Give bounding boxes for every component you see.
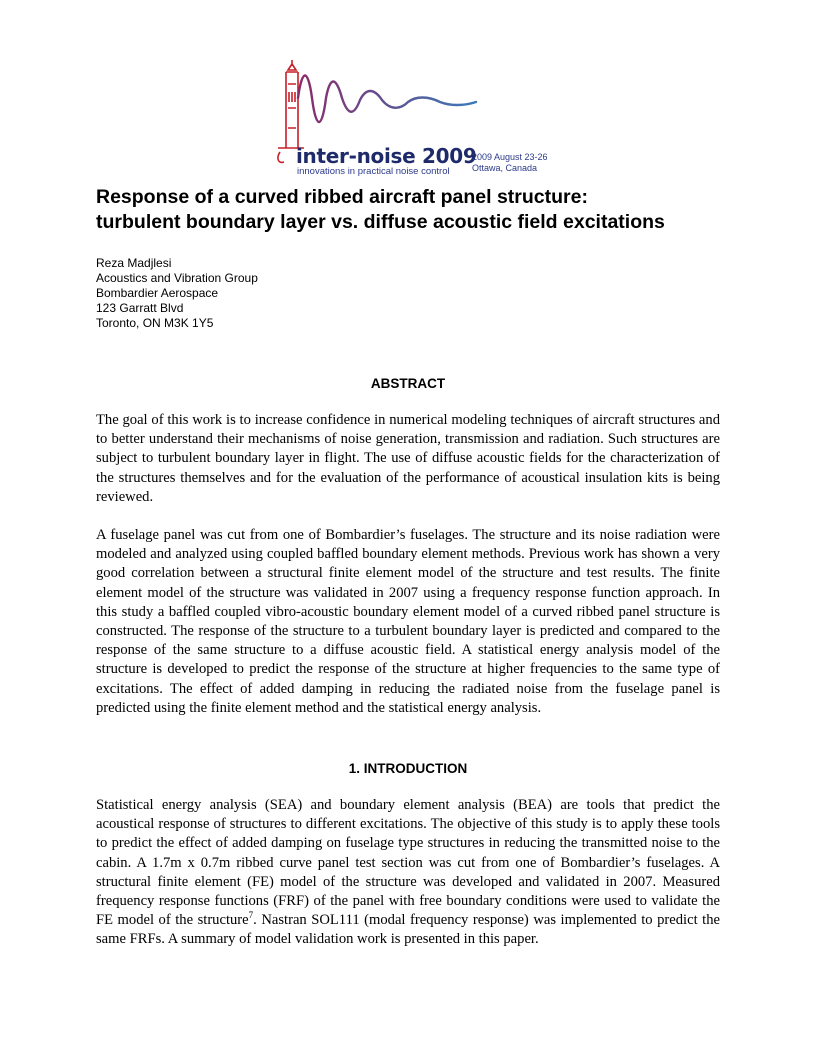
- author-street: 123 Garratt Blvd: [96, 301, 184, 315]
- abstract-paragraph-1: The goal of this work is to increase confidence in numerical modeling techniques of aircraft structures and to better understand their mechanisms of noise generation, transmission and radiation. Such structures are subject to turbulent boundary layer in flight. The use of diffuse acoustic fields for the characterization of the structures themselves and for the evaluation of the performance of acoustical insulation kits is being reviewed.: [96, 412, 720, 505]
- author-group: Acoustics and Vibration Group: [96, 271, 258, 285]
- intro-text-part-1: Statistical energy analysis (SEA) and boundary element analysis (BEA) are tools that predict the acoustical response of structures to different excitations. The objective of this study is to apply these tools to predict the effect of added damping on fuselage type structures in reducing the transmitted noise to the cabin. A 1.7m x 0.7m ribbed curve panel test section was cut from one of Bombardier’s fuselages. A structural finite element (FE) model of the structure was developed and validated in 2007. Measured frequency response functions (FRF) of the panel with free boundary conditions were used to validate the FE model of the structure: [96, 797, 720, 929]
- paper-title: [96, 185, 736, 235]
- conference-name: inter-noise 2009: [296, 144, 477, 168]
- introduction-heading: 1. INTRODUCTION: [348, 761, 468, 776]
- reference-superscript: 7: [248, 910, 254, 921]
- title-line-2: turbulent boundary layer vs. diffuse acoustic field excitations: [96, 211, 665, 233]
- conference-logo: [270, 58, 570, 176]
- intro-text-part-2: . Nastran SOL111 (modal frequency response) was implemented to predict the same FRFs. A summary of model validation work is presented in this paper.: [96, 912, 720, 948]
- abstract-heading: ABSTRACT: [370, 376, 446, 391]
- conference-tagline: innovations in practical noise control: [297, 166, 450, 177]
- author-name: Reza Madjlesi: [96, 256, 172, 270]
- author-block: [96, 256, 258, 331]
- conference-date: 2009 August 23-26: [472, 152, 548, 162]
- conference-location: Ottawa, Canada: [472, 163, 538, 173]
- abstract-paragraph-2: A fuselage panel was cut from one of Bombardier’s fuselages. The structure and its noise radiation were modeled and analyzed using coupled baffled boundary element methods. Previous work has shown a very good correlation between a structural finite element model of the structure and test results. The finite element model of the structure was validated in 2007 using a frequency response function approach. In this study a baffled coupled vibro-acoustic boundary element model of a curved ribbed panel structure is constructed. The response of the structure to a turbulent boundary layer is predicted and compared to the response of the same structure to a diffuse acoustic field. A statistical energy analysis model of the structure is developed to predict the response of the structure at higher frequencies to the same type of excitations. The effect of added damping in reducing the radiated noise from the fuselage panel is predicted using the finite element method and the statistical energy analysis.: [96, 527, 720, 716]
- introduction-paragraph-1: [96, 796, 720, 950]
- title-line-1: Response of a curved ribbed aircraft panel structure:: [96, 186, 588, 208]
- author-company: Bombardier Aerospace: [96, 286, 219, 300]
- author-city: Toronto, ON M3K 1Y5: [96, 316, 214, 330]
